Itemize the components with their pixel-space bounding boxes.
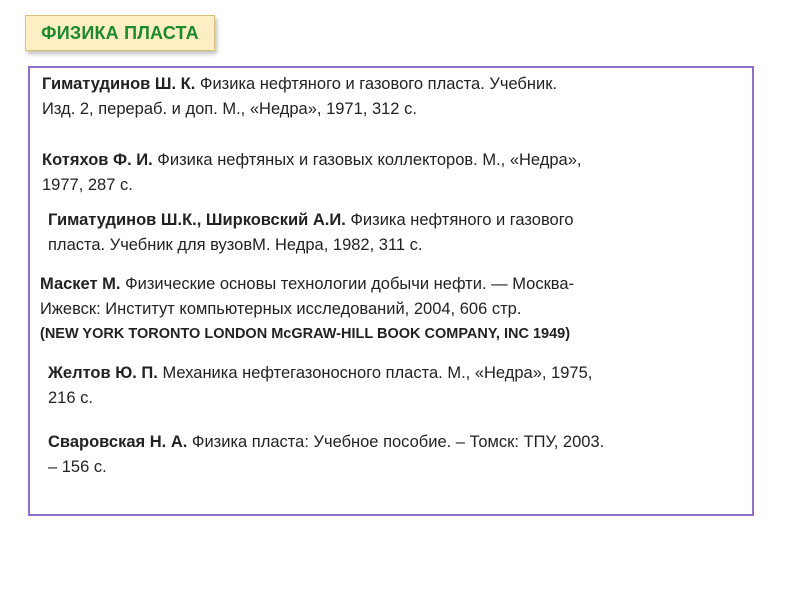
reference-original-edition: (NEW YORK TORONTO LONDON McGRAW-HILL BOOK COMPANY, INC 1949) xyxy=(40,326,571,342)
reference-author: Гиматудинов Ш.К., Ширковский А.И. xyxy=(48,211,346,229)
reference-text: Физика нефтяного и газового пласта. Учебник. xyxy=(195,75,558,93)
reference-text: Изд. 2, перераб. и доп. М., «Недра», 1971, 312 с. xyxy=(42,100,417,118)
reference-text: Ижевск: Институт компьютерных исследований, 2004, 606 стр. xyxy=(40,300,522,318)
slide-title-box xyxy=(25,15,215,51)
reference-author: Маскет М. xyxy=(40,275,121,293)
reference-text: Механика нефтегазоносного пласта. М., «Недра», 1975, xyxy=(157,364,593,382)
reference-text: Физика нефтяного и газового xyxy=(345,211,574,229)
reference-item-5 xyxy=(48,361,592,411)
reference-text: Физика нефтяных и газовых коллекторов. М., «Недра», xyxy=(152,151,582,169)
reference-text: – 156 с. xyxy=(48,458,107,476)
reference-author: Сваровская Н. А. xyxy=(48,433,188,451)
reference-text: 1977, 287 с. xyxy=(42,176,133,194)
reference-item-6 xyxy=(48,430,604,480)
slide-title: ФИЗИКА ПЛАСТА xyxy=(41,22,199,43)
reference-author: Котяхов Ф. И. xyxy=(42,151,153,169)
reference-item-2 xyxy=(42,148,582,198)
reference-text: Физические основы технологии добычи нефти. — Москва- xyxy=(120,275,575,293)
reference-text: 216 с. xyxy=(48,389,93,407)
reference-item-3 xyxy=(48,208,574,258)
reference-text: пласта. Учебник для вузовМ. Недра, 1982, 311 с. xyxy=(48,236,423,254)
reference-text: Физика пласта: Учебное пособие. – Томск: ТПУ, 2003. xyxy=(187,433,605,451)
reference-item-1 xyxy=(42,72,557,122)
reference-author: Желтов Ю. П. xyxy=(48,364,158,382)
reference-item-4 xyxy=(40,272,574,347)
reference-author: Гиматудинов Ш. К. xyxy=(42,75,196,93)
